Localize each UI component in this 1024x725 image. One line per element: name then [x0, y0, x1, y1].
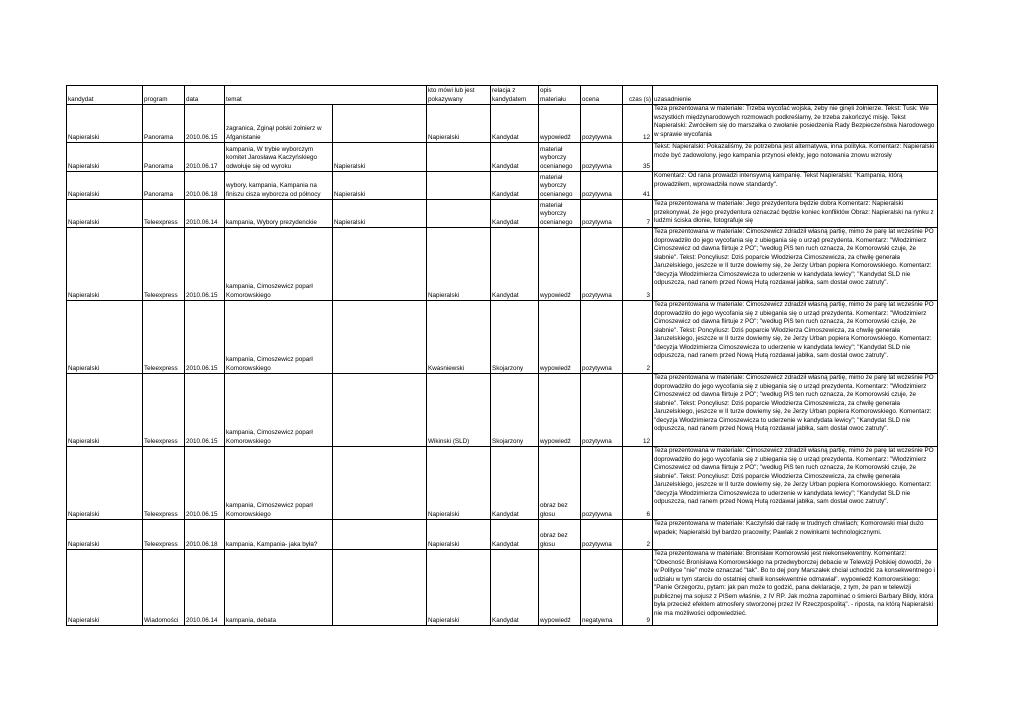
cell-program: Teleexpress: [143, 301, 185, 374]
cell-ocena: pozytywna: [581, 200, 623, 228]
table-row: [67, 143, 938, 172]
cell-kandydat: Napieralski: [67, 200, 143, 228]
cell-program: Teleexpress: [143, 200, 185, 228]
cell-ocena: pozytywna: [581, 374, 623, 447]
cell-data: 2010.06.18: [185, 520, 225, 550]
cell-opis: wypowiedź: [539, 374, 581, 447]
cell-kto: Napieralski: [427, 520, 491, 550]
cell-opis: obraz bez głosu: [539, 447, 581, 520]
cell-uzasadnienie: Komentarz: Od rana prowadzi intensywną kampanię. Tekst Napieralski: "Kampania, którą prowadziłem, wprowadziła nowe standardy".: [653, 172, 938, 200]
cell-data: 2010.06.14: [185, 550, 225, 626]
header-row: [67, 86, 938, 105]
cell-relacja: Kandydat: [491, 447, 539, 520]
cell-data: 2010.06.14: [185, 200, 225, 228]
cell-uzasadnienie: Teza prezentowana w materiale: Jego prezydentura będzie dobra Komentarz: Napieralski przekonywał, że jego prezydentura oznaczać będzie koniec konfliktów Obraz: Napieralski na rynku z ludźmi ściska dłonie, fotografuje się: [653, 200, 938, 228]
cell-czas: 3: [623, 228, 653, 301]
table-row: [67, 520, 938, 550]
cell-opis: wypowiedź: [539, 228, 581, 301]
cell-relacja: Kandydat: [491, 550, 539, 626]
cell-kandydat: Napieralski: [67, 374, 143, 447]
header-uzasadnienie: uzasadnienie: [653, 86, 938, 105]
cell-uzasadnienie: Teza prezentowana w materiale: Cimoszewicz zdradził własną partię, mimo że parę lat wcześnie PO doprowadziło do jego wycofania się z ubiegania się o urząd prezydenta. Komentarz: "Włodzimierz Cimoszewicz od dawna flirtuje z PO"; "według PiS ten ruch oznacza, że Komorowski czuje, że słabnie". Tekst: Poncyliusz: Dziś poparcie Włodzierza Cimoszewicza, za chwilę generała Jaruzelskiego, jeszcze w II turze dowiemy się, że Jerzy Urban popiera Komorowskiego. Komentarz: "decyzja Włodzimierza Cimoszewicza to uderzenie w kandydata lewicy"; "Kandydat SLD nie odpuszcza, nad ranem przed Nową Hutą rozdawał jabłka, sam dostał owoc zatruty".: [653, 301, 938, 374]
cell-temat: kampania, Cimoszewicz poparł Komorowskiego: [225, 374, 333, 447]
cell-temat: wybory, kampania, Kampania na finiszu cisza wyborcza od północy: [225, 172, 333, 200]
cell-data: 2010.06.15: [185, 105, 225, 143]
cell-temat-extra: [333, 447, 427, 520]
cell-opis: materiał wyborczy ocenianego: [539, 143, 581, 172]
data-table: [66, 85, 938, 626]
cell-kto: [427, 143, 491, 172]
cell-uzasadnienie: Teza prezentowana w materiale: Bronisław Komorowski jest niekonsekwentny. Komentarz: "Obecność Bronisława Komorowskiego na przedwyborczej debacie w Telewizji Polskiej dowodzi, że w Polityce "nie" może oznaczać "tak". Bo to dej pory Marszałek chciał uchodzić za konsekwentnego i udziału w tym starciu do ostatniej chwili konsekwentnie odmawiał". wypowiedź Komorowskiego: "Panie Grzegorzu, pytam: jak pan może to godzić, pana deklaracje, z tym, że pan w telewizji publicznej ma sojusz z PiSem właśnie, z IV RP. Jak można zapominać o śmierci Barbary Blidy, która była przecież efektem atmosfery stworzonej przez IV Rzeczpospolitą". - riposta, na którą Napieralski nie ma możliwości odpowiedzieć.: [653, 550, 938, 626]
table-row: [67, 374, 938, 447]
cell-temat: kampania, debata: [225, 550, 333, 626]
cell-kto: Kwasniewski: [427, 301, 491, 374]
cell-kandydat: Napieralski: [67, 301, 143, 374]
cell-kandydat: Napieralski: [67, 228, 143, 301]
cell-opis: materiał wyborczy ocenianego: [539, 172, 581, 200]
cell-temat: kampania, W trybie wyborczym komitet Jarosława Kaczyńskiego odwołuje się od wyroku: [225, 143, 333, 172]
cell-data: 2010.06.17: [185, 143, 225, 172]
header-ocena: ocena: [581, 86, 623, 105]
cell-opis: wypowiedź: [539, 105, 581, 143]
cell-relacja: Skojarzony: [491, 374, 539, 447]
cell-program: Teleexpress: [143, 447, 185, 520]
cell-kandydat: Napieralski: [67, 172, 143, 200]
cell-opis: obraz bez głosu: [539, 520, 581, 550]
cell-uzasadnienie: Teza prezentowana w materiale: Kaczyński dał radę w trudnych chwilach; Komorowski miał dużo wpadek; Napieralski był bardzo pracowity; Pawlak z nowinkami technologicznymi.: [653, 520, 938, 550]
cell-program: Panorama: [143, 172, 185, 200]
cell-relacja: Skojarzony: [491, 301, 539, 374]
cell-temat-extra: Napieralski: [333, 143, 427, 172]
cell-relacja: Kandydat: [491, 172, 539, 200]
cell-czas: 41: [623, 172, 653, 200]
cell-uzasadnienie: Tekst: Napieralski: Pokazaliśmy, że potrzebna jest alternatywa, inna polityka. Komentarz: Napieralski może być zadowolony, jego kampania przynosi efekty, jego notowania znowu wzrosły: [653, 143, 938, 172]
cell-temat-extra: [333, 374, 427, 447]
cell-ocena: pozytywna: [581, 143, 623, 172]
cell-kandydat: Napieralski: [67, 520, 143, 550]
table-row: [67, 447, 938, 520]
cell-kto: Napieralski: [427, 105, 491, 143]
cell-temat-extra: [333, 301, 427, 374]
header-opis: opis materiału: [539, 86, 581, 105]
cell-relacja: Kandydat: [491, 520, 539, 550]
cell-opis: materiał wyborczy ocenianego: [539, 200, 581, 228]
cell-czas: 12: [623, 374, 653, 447]
cell-temat: kampania, Wybory prezydenckie: [225, 200, 333, 228]
cell-ocena: pozytywna: [581, 105, 623, 143]
cell-program: Panorama: [143, 105, 185, 143]
cell-temat-extra: Napieralski: [333, 200, 427, 228]
cell-czas: 6: [623, 447, 653, 520]
cell-ocena: negatywna: [581, 550, 623, 626]
table-row: [67, 301, 938, 374]
cell-temat-extra: Napieralski: [333, 172, 427, 200]
cell-opis: wypowiedź: [539, 301, 581, 374]
cell-data: 2010.06.15: [185, 228, 225, 301]
cell-temat: kampania, Cimoszewicz poparł Komorowskiego: [225, 447, 333, 520]
table-row: [67, 172, 938, 200]
cell-uzasadnienie: Teza prezentowana w materiale: Cimoszewicz zdradził własną partię, mimo że parę lat wcześnie PO doprowadziło do jego wycofania się z ubiegania się o urząd prezydenta. Komentarz: "Włodzimierz Cimoszewicz od dawna flirtuje z PO"; "według PiS ten ruch oznacza, że Komorowski czuje, że słabnie". Tekst: Poncyliusz: Dziś poparcie Włodzierza Cimoszewicza, za chwilę generała Jaruzelskiego, jeszcze w II turze dowiemy się, że Jerzy Urban popiera Komorowskiego. Komentarz: "decyzja Włodzimierza Cimoszewicza to uderzenie w kandydata lewicy"; "Kandydat SLD nie odpuszcza, nad ranem przed Nową Hutą rozdawał jabłka, sam dostał owoc zatruty".: [653, 447, 938, 520]
cell-relacja: Kandydat: [491, 200, 539, 228]
cell-temat: kampania, Cimoszewicz poparł Komorowskiego: [225, 301, 333, 374]
table-row: [67, 228, 938, 301]
header-czas: czas (s): [623, 86, 653, 105]
cell-program: Teleexpress: [143, 374, 185, 447]
cell-czas: 12: [623, 105, 653, 143]
cell-temat-extra: [333, 105, 427, 143]
cell-program: Wiadomości: [143, 550, 185, 626]
cell-temat-extra: [333, 550, 427, 626]
cell-temat: kampania, Kampania- jaka była?: [225, 520, 333, 550]
cell-kandydat: Napieralski: [67, 143, 143, 172]
cell-czas: 9: [623, 550, 653, 626]
header-relacja: relacja z kandydatem: [491, 86, 539, 105]
cell-kandydat: Napieralski: [67, 550, 143, 626]
header-program: program: [143, 86, 185, 105]
cell-program: Teleexpress: [143, 520, 185, 550]
cell-ocena: pozytywna: [581, 301, 623, 374]
cell-kto: [427, 200, 491, 228]
cell-temat: kampania, Cimoszewicz poparł Komorowskiego: [225, 228, 333, 301]
cell-kto: [427, 172, 491, 200]
cell-ocena: pozytywna: [581, 228, 623, 301]
cell-data: 2010.06.15: [185, 374, 225, 447]
cell-data: 2010.06.15: [185, 301, 225, 374]
cell-czas: 2: [623, 301, 653, 374]
cell-uzasadnienie: Teza prezentowana w materiale: Trzeba wycofać wojska, żeby nie ginęli żołnierze. Tekst: Tusk: We wszystkich międzynarodowych rozmowach podkreślamy, że trzeba zakończyć misję. Tekst Napieralski: Zwróciłem się do marszałka o zwołanie posiedzenia Rady Bezpieczeństwa Narodowego w sprawie wycofania: [653, 105, 938, 143]
table-row: [67, 105, 938, 143]
header-data: data: [185, 86, 225, 105]
cell-kandydat: Napieralski: [67, 105, 143, 143]
header-kto: kto mówi lub jest pokazywany: [427, 86, 491, 105]
cell-kto: Napieralski: [427, 447, 491, 520]
cell-uzasadnienie: Teza prezentowana w materiale: Cimoszewicz zdradził własną partię, mimo że parę lat wcześnie PO doprowadziło do jego wycofania się z ubiegania się o urząd prezydenta. Komentarz: "Włodzimierz Cimoszewicz od dawna flirtuje z PO"; "według PiS ten ruch oznacza, że Komorowski czuje, że słabnie". Tekst: Poncyliusz: Dziś poparcie Włodzierza Cimoszewicza, za chwilę generała Jaruzelskiego, jeszcze w II turze dowiemy się, że Jerzy Urban popiera Komorowskiego. Komentarz: "decyzja Włodzimierza Cimoszewicza to uderzenie w kandydata lewicy"; "Kandydat SLD nie odpuszcza, nad ranem przed Nową Hutą rozdawał jabłka, sam dostał owoc zatruty".: [653, 374, 938, 447]
cell-relacja: Kandydat: [491, 105, 539, 143]
cell-temat-extra: [333, 228, 427, 301]
cell-kto: Wikinski (SLD): [427, 374, 491, 447]
cell-kandydat: Napieralski: [67, 447, 143, 520]
cell-czas: 2: [623, 520, 653, 550]
cell-relacja: Kandydat: [491, 228, 539, 301]
cell-relacja: Kandydat: [491, 143, 539, 172]
cell-data: 2010.06.15: [185, 447, 225, 520]
table-row: [67, 200, 938, 228]
cell-temat: zagranica, Zginął polski żołnierz w Afganistanie: [225, 105, 333, 143]
cell-opis: wypowiedź: [539, 550, 581, 626]
cell-ocena: pozytywna: [581, 172, 623, 200]
cell-kto: Napieralski: [427, 550, 491, 626]
table-row: [67, 550, 938, 626]
cell-czas: 35: [623, 143, 653, 172]
cell-ocena: pozytywna: [581, 447, 623, 520]
cell-data: 2010.06.18: [185, 172, 225, 200]
cell-uzasadnienie: Teza prezentowana w materiale: Cimoszewicz zdradził własną partię, mimo że parę lat wcześnie PO doprowadziło do jego wycofania się z ubiegania się o urząd prezydenta. Komentarz: "Włodzimierz Cimoszewicz od dawna flirtuje z PO"; "według PiS ten ruch oznacza, że Komorowski czuje, że słabnie". Tekst: Poncyliusz: Dziś poparcie Włodzierza Cimoszewicza, za chwilę generała Jaruzelskiego, jeszcze w II turze dowiemy się, że Jerzy Urban popiera Komorowskiego. Komentarz: "decyzja Włodzimierza Cimoszewicza to uderzenie w kandydata lewicy"; "Kandydat SLD nie odpuszcza, nad ranem przed Nową Hutą rozdawał jabłka, sam dostał owoc zatruty".: [653, 228, 938, 301]
cell-program: Teleexpress: [143, 228, 185, 301]
cell-kto: Napieralski: [427, 228, 491, 301]
header-kandydat: kandydat: [67, 86, 143, 105]
header-temat: temat: [225, 86, 427, 105]
cell-program: Panorama: [143, 143, 185, 172]
cell-ocena: pozytywna: [581, 520, 623, 550]
cell-temat-extra: [333, 520, 427, 550]
cell-czas: 7: [623, 200, 653, 228]
